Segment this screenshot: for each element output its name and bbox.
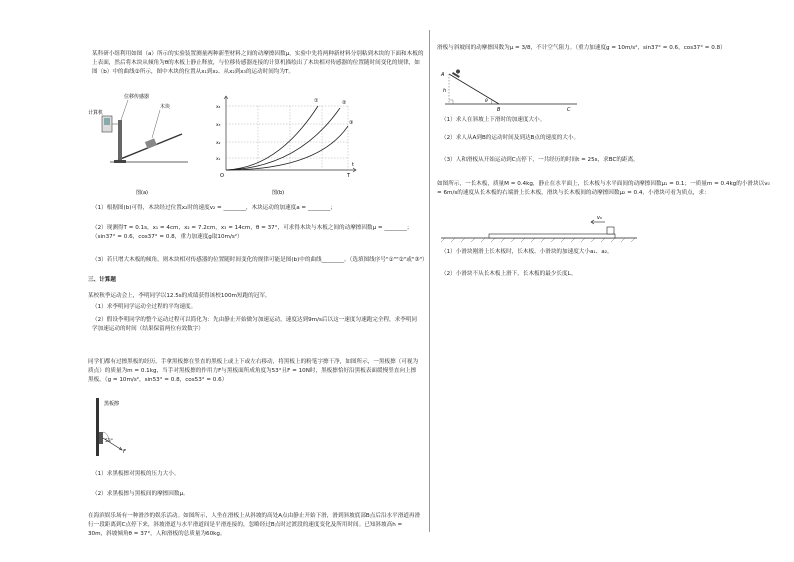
sand-slide-friction: 滑板与斜坡间的动摩擦因数为μ = 3/8，不计空气阻力。（重力加速度g = 10m/s²，sin37° = 0.6，cos37° = 0.8） [437,45,726,51]
eraser-label: 黑板擦 [104,401,120,407]
sand-q2-block [437,134,776,143]
t-axis-T-label: T [347,173,351,179]
point-B-label: B [497,107,501,112]
curve-2 [226,108,340,170]
eraser-q1: （1）求黑板擦对黑板的压力大小。 [92,471,180,477]
eraser-q2-block [88,490,425,499]
problem-eraser [88,358,421,385]
curve-1-label: ① [314,98,319,104]
figure-b [208,90,358,198]
point-C-label: C [567,107,571,112]
plank-q2-block [437,270,776,279]
blackboard [96,398,99,456]
figure-plank [441,214,641,244]
small-block [607,227,614,234]
section-title: 三、计算题 [88,277,116,283]
sand-q1: （1）求人在斜坡上下滑时的加速度大小。 [441,117,546,123]
figure-eraser [92,398,152,458]
figure-b-caption: 图(b) [272,190,285,196]
eraser-q1-block [88,470,425,479]
sand-q1-block [437,116,776,125]
column-divider [429,30,430,532]
long-plank [489,234,615,238]
theta-label: θ [485,99,488,104]
plank-q1-block [437,248,776,257]
sand-slide-continued [437,44,772,53]
v0-label: v₀ [597,215,602,221]
eraser-intro: 同学们都有过擦黑板的经历，手拿黑板擦在竖直的黑板上或上下或左右移动，将黑板上的粉笔字擦干净，如图所示，一黑板擦（可视为质点）的质量为m = 0.1kg，当手对黑板擦的作用力F与黑板面所成角度为53°且F = 10N时，黑板擦恰好沿黑板表面缓慢竖直向上擦黑板。（g = 10m/s²，sin53° = 0.8，cos53° = 0.6） [88,359,419,383]
question-1 [88,204,425,213]
question-1-text: （1）根据图(b)可得，木块经过位置x₂时的速度v₂ = ________，木块运动的加速度a = ________； [92,205,336,211]
point-A-label: A [441,72,445,78]
tick-x3: x₃ [216,123,221,128]
sand-q3-block [437,156,776,165]
curve-3 [226,126,348,170]
sensor-stand [118,120,122,162]
left-problem-intro [88,50,425,77]
question-3 [88,256,428,265]
question-3-text: （3）若只增大木板的倾角，则木块相对传感器的位置随时间变化的规律可能是图(b)中的曲线________。（选填图线序号"①""②"或"③"） [92,257,428,263]
curve-2-label: ② [342,100,347,106]
sprint-q1: （1）求李明同学运动全过程的平均速度。 [92,304,197,310]
t-axis-label: t [352,162,354,168]
question-2-text: （2）现测得T = 0.1s，x₁ = 4cm，x₂ = 7.2cm，x₃ = 14cm，θ = 37°，可求得木块与木板之间的动摩擦因数μ = ________；（sin37° = 0.6，cos37° = 0.8，重力加速度g取10m/s²） [92,225,413,240]
block-shape [145,138,157,148]
experiment-description: 某科研小组利用如图（a）所示的实验装置测量两种新型材料之间的动摩擦因数μ，实验中先将两种新材料分别粘到木块的下面和木板的上表面，然后将木块从倾角为θ的木板上静止释放，与位移传感器连接的计算机描绘出了木块相对传感器的位置随时间变化的规律，如图（b）中的曲线②所示，图中木块的位置从x₁到x₂、从x₂到x₃的运动时间均为T。 [92,51,424,75]
problem-plank [437,180,772,198]
problem-sprint [88,292,421,334]
plank-q2: （2）小滑块不从长木板上滑下，长木板的最少长度L。 [441,271,577,277]
tick-x4: x₄ [216,105,221,110]
origin-label: O [220,173,224,179]
height-label: h [443,88,447,94]
question-2 [88,224,425,242]
force-label: F [123,449,126,455]
problem-sand-slide [88,512,421,539]
sand-slide-intro: 在海滨娱乐场有一种滑沙的娱乐活动。如图所示，人坐在滑板上从斜坡的高处A点由静止开始下滑，滑到斜坡底部B点后沿水平滑道再滑行一段距离到C点停下来，斜坡滑道与水平滑道间是平滑连接的，忽略经过B点时过渡段的速度变化及所用时间。已知斜坡高h = 30m，斜坡倾角θ = 37°，人和滑板的总质量为60kg。 [88,513,421,537]
angle-label: 53° [105,439,113,444]
slope-line [449,74,499,104]
section-heading [88,276,421,285]
tick-x2: x₂ [216,141,221,146]
figure-a [88,90,198,198]
sprint-q2: （2）假设李明同学的整个运动过程可以简化为：先由静止开始做匀加速运动，速度达到9m/s后以这一速度匀速跑完全程，求李明同学加速运动的时间（结果保留两位有效数字） [92,317,418,332]
tick-x1: x₁ [216,157,221,162]
eraser-block [99,432,103,444]
block-label: 木块 [160,104,171,110]
computer-label: 计算机 [88,110,104,116]
plank-intro: 如图所示，一长木板，质量M = 0.4kg，静止在水平面上，长木板与水平面间的动摩擦因数μ₁ = 0.1；一质量m = 0.4kg的小滑块以v₀ = 6m/s的速度从长木板的右端滑上长木板，滑块与长木板间的动摩擦因数μ₂ = 0.4，小滑块可看为质点，求： [437,181,770,196]
eraser-q2: （2）求黑板擦与黑板间的摩擦因数μ。 [92,491,189,497]
sand-q3: （3）人和滑板从开始运动到C点停下，一共经历的时间t = 25s，求BC的距离。 [441,157,639,163]
sprint-intro: 某校秋季运动会上，李明同学以12.5s的成绩获得该校100m短跑的冠军。 [88,293,271,299]
curve-1 [226,106,318,170]
plank-q1: （1）小滑块刚滑上长木板时，长木板、小滑块的加速度大小a₁、a₂。 [441,249,613,255]
figure-a-caption: 图(a) [136,190,148,196]
curve-3-label: ③ [349,120,354,126]
sensor-label: 位移传感器 [124,94,150,100]
figure-slope [437,64,587,112]
sand-q2: （2）求人从A到B的运动时间及到达B点的速度的大小。 [441,135,580,141]
